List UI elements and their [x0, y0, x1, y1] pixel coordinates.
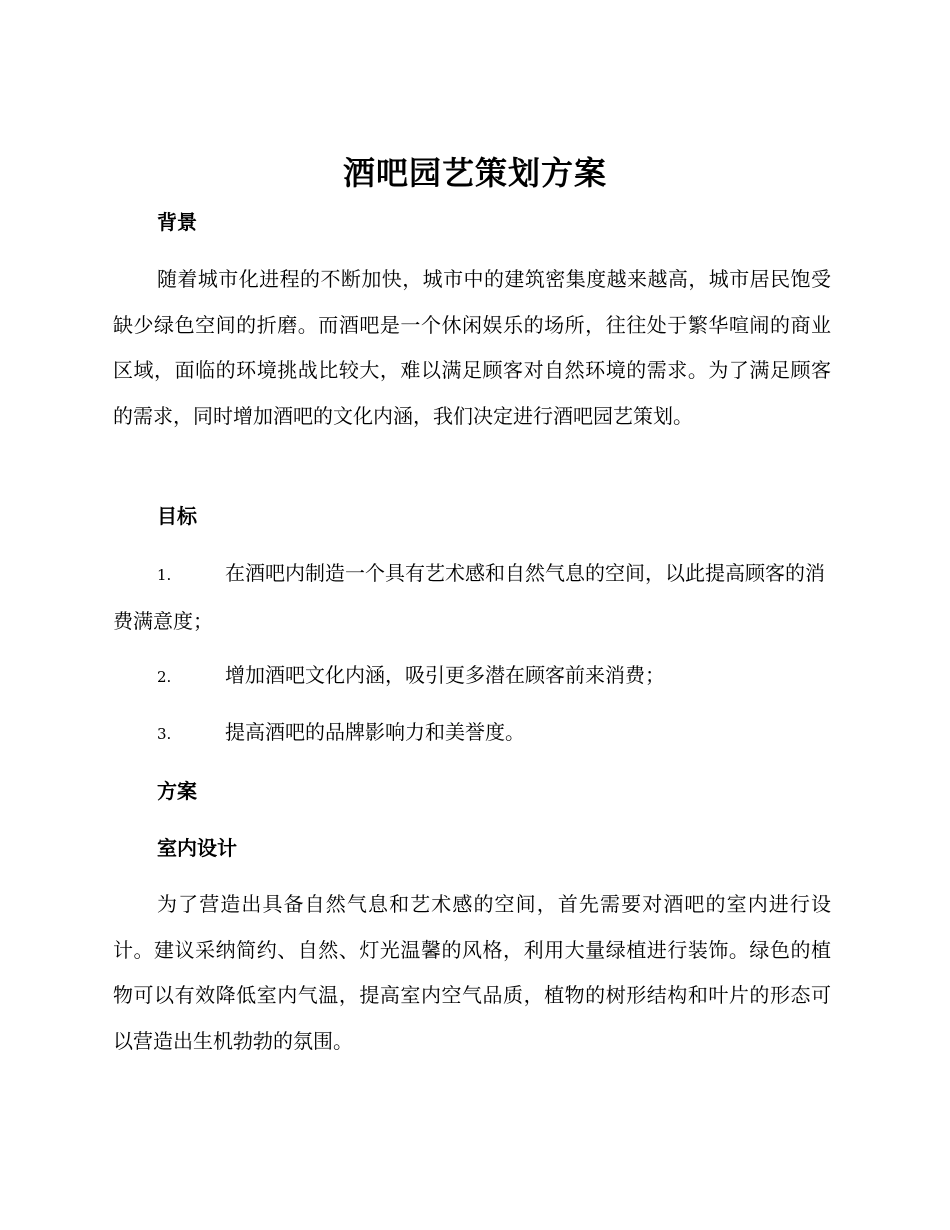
section-heading-background: 背景: [157, 210, 197, 234]
list-number: 3.: [157, 725, 172, 743]
goal-list-item: [113, 710, 831, 758]
list-number: 1.: [157, 566, 172, 584]
subsection-heading-interior-design: 室内设计: [157, 836, 237, 860]
list-number: 2.: [157, 668, 172, 686]
section-heading-plan: 方案: [157, 779, 197, 803]
section-heading-goals: 目标: [157, 504, 197, 528]
list-item-text: 提高酒吧的品牌影响力和美誉度。: [225, 720, 525, 744]
list-item-text: 在酒吧内制造一个具有艺术感和自然气息的空间，以此提高顾客的消费满意度；: [113, 561, 825, 633]
goal-list-item: [113, 653, 831, 701]
background-paragraph: 随着城市化进程的不断加快，城市中的建筑密集度越来越高，城市居民饱受缺少绿色空间的折磨。而酒吧是一个休闲娱乐的场所，往往处于繁华喧闹的商业区域，面临的环境挑战比较大，难以满足顾客对自然环境的需求。为了满足顾客的需求，同时增加酒吧的文化内涵，我们决定进行酒吧园艺策划。: [113, 267, 831, 428]
document-title: 酒吧园艺策划方案: [342, 154, 607, 192]
interior-design-paragraph: 为了营造出具备自然气息和艺术感的空间，首先需要对酒吧的室内进行设计。建议采纳简约、自然、灯光温馨的风格，利用大量绿植进行装饰。绿色的植物可以有效降低室内气温，提高室内空气品质，植物的树形结构和叶片的形态可以营造出生机勃勃的氛围。: [113, 892, 831, 1053]
goal-list-item: [113, 551, 831, 644]
list-item-text: 增加酒吧文化内涵，吸引更多潜在顾客前来消费；: [225, 663, 665, 687]
